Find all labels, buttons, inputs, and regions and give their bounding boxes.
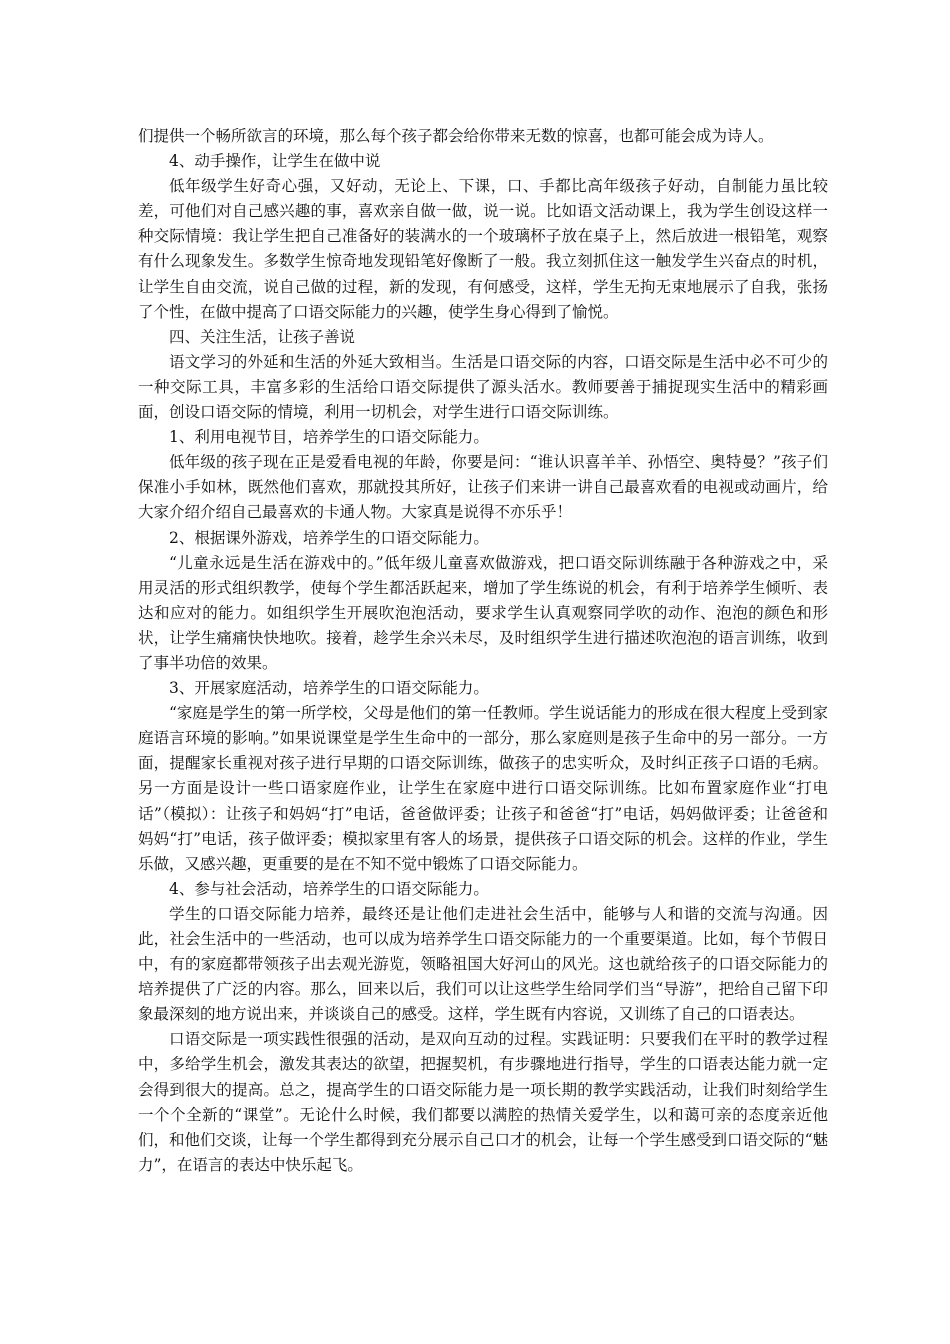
body-paragraph: “家庭是学生的第一所学校，父母是他们的第一任教师。学生说话能力的形成在很大程度上受到家庭语言环境的影响。”如果说课堂是学生生命中的一部分，那么家庭则是孩子生命中的另一部分。一方面，提醒家长重视对孩子进行早期的口语交际训练，做孩子的忠实听众，及时纠正孩子口语的毛病。另一方面是设计一些口语家庭作业，让学生在家庭中进行口语交际训练。比如布置家庭作业“打电话”（模拟）：让孩子和妈妈“打”电话，爸爸做评委；让孩子和爸爸“打”电话，妈妈做评委；让爸爸和妈妈“打”电话，孩子做评委；模拟家里有客人的场景，提供孩子口语交际的机会。这样的作业，学生乐做，又感兴趣，更重要的是在不知不觉中锻炼了口语交际能力。 [138, 704, 828, 873]
body-paragraph: 低年级学生好奇心强，又好动，无论上、下课，口、手都比高年级孩子好动，自制能力虽比较差，可他们对自己感兴趣的事，喜欢亲自做一做，说一说。比如语文活动课上，我为学生创设这样一种交际情境：我让学生把自己准备好的装满水的一个玻璃杯子放在桌子上，然后放进一根铅笔，观察有什么现象发生。多数学生惊奇地发现铅笔好像断了一般。我立刻抓住这一触发学生兴奋点的时机，让学生自由交流，说自己做的过程，新的发现，有何感受，这样，学生无拘无束地展示了自我，张扬了个性，在做中提高了口语交际能力的兴趣，使学生身心得到了愉悦。 [138, 177, 828, 321]
body-paragraph: 语文学习的外延和生活的外延大致相当。生活是口语交际的内容，口语交际是生活中必不可少的一种交际工具，丰富多彩的生活给口语交际提供了源头活水。教师要善于捕捉现实生活中的精彩画面，创设口语交际的情境，利用一切机会，对学生进行口语交际训练。 [138, 352, 828, 422]
subheading-tv-programs: 1、利用电视节目，培养学生的口语交际能力。 [169, 428, 489, 447]
body-paragraph: 学生的口语交际能力培养，最终还是让他们走进社会生活中，能够与人和谐的交流与沟通。因此，社会生活中的一些活动，也可以成为培养学生口语交际能力的一个重要渠道。比如，每个节假日中，有的家庭都带领孩子出去观光游览，领略祖国大好河山的风光。这也就给孩子的口语交际能力的培养提供了广泛的内容。那么，回来以后，我们可以让这些学生给同学们当“导游”，把给自己留下印象最深刻的地方说出来，并谈谈自己的感受。这样，学生既有内容说，又训练了自己的口语表达。 [138, 904, 828, 1024]
subheading-social-activities: 4、参与社会活动，培养学生的口语交际能力。 [169, 879, 489, 898]
document-page [138, 124, 828, 1178]
subheading-family-activities: 3、开展家庭活动，培养学生的口语交际能力。 [169, 679, 489, 698]
subheading-games: 2、根据课外游戏，培养学生的口语交际能力。 [169, 528, 489, 547]
body-paragraph: 低年级的孩子现在正是爱看电视的年龄，你要是问：“谁认识喜羊羊、孙悟空、奥特曼？”孩子们保准小手如林，既然他们喜欢，那就投其所好，让孩子们来讲一讲自己最喜欢看的电视或动画片，给大家介绍介绍自己最喜欢的卡通人物。大家真是说得不亦乐乎！ [138, 453, 828, 522]
conclusion-paragraph: 口语交际是一项实践性很强的活动，是双向互动的过程。实践证明：只要我们在平时的教学过程中，多给学生机会，激发其表达的欲望，把握契机，有步骤地进行指导，学生的口语表达能力就一定会得到很大的提高。总之，提高学生的口语交际能力是一项长期的教学实践活动，让我们时刻给学生一个个全新的“课堂”。无论什么时候，我们都要以满腔的热情关爱学生，以和蔼可亲的态度亲近他们，和他们交谈，让每一个学生都得到充分展示自己口才的机会，让每一个学生感受到口语交际的“魅力”，在语言的表达中快乐起飞。 [138, 1030, 828, 1174]
body-paragraph: “儿童永远是生活在游戏中的。”低年级儿童喜欢做游戏，把口语交际训练融于各种游戏之中，采用灵活的形式组织教学，使每个学生都活跃起来，增加了学生练说的机会，有利于培养学生倾听、表达和应对的能力。如组织学生开展吹泡泡活动，要求学生认真观察同学吹的动作、泡泡的颜色和形状，让学生痛痛快快地吹。接着，趁学生余兴未尽，及时组织学生进行描述吹泡泡的语言训练，收到了事半功倍的效果。 [138, 553, 828, 672]
continued-paragraph: 们提供一个畅所欲言的环境，那么每个孩子都会给你带来无数的惊喜，也都可能会成为诗人。 [138, 127, 774, 145]
subheading-hands-on: 4、动手操作，让学生在做中说 [169, 152, 381, 171]
section-heading-four: 四、关注生活，让孩子善说 [169, 327, 356, 346]
